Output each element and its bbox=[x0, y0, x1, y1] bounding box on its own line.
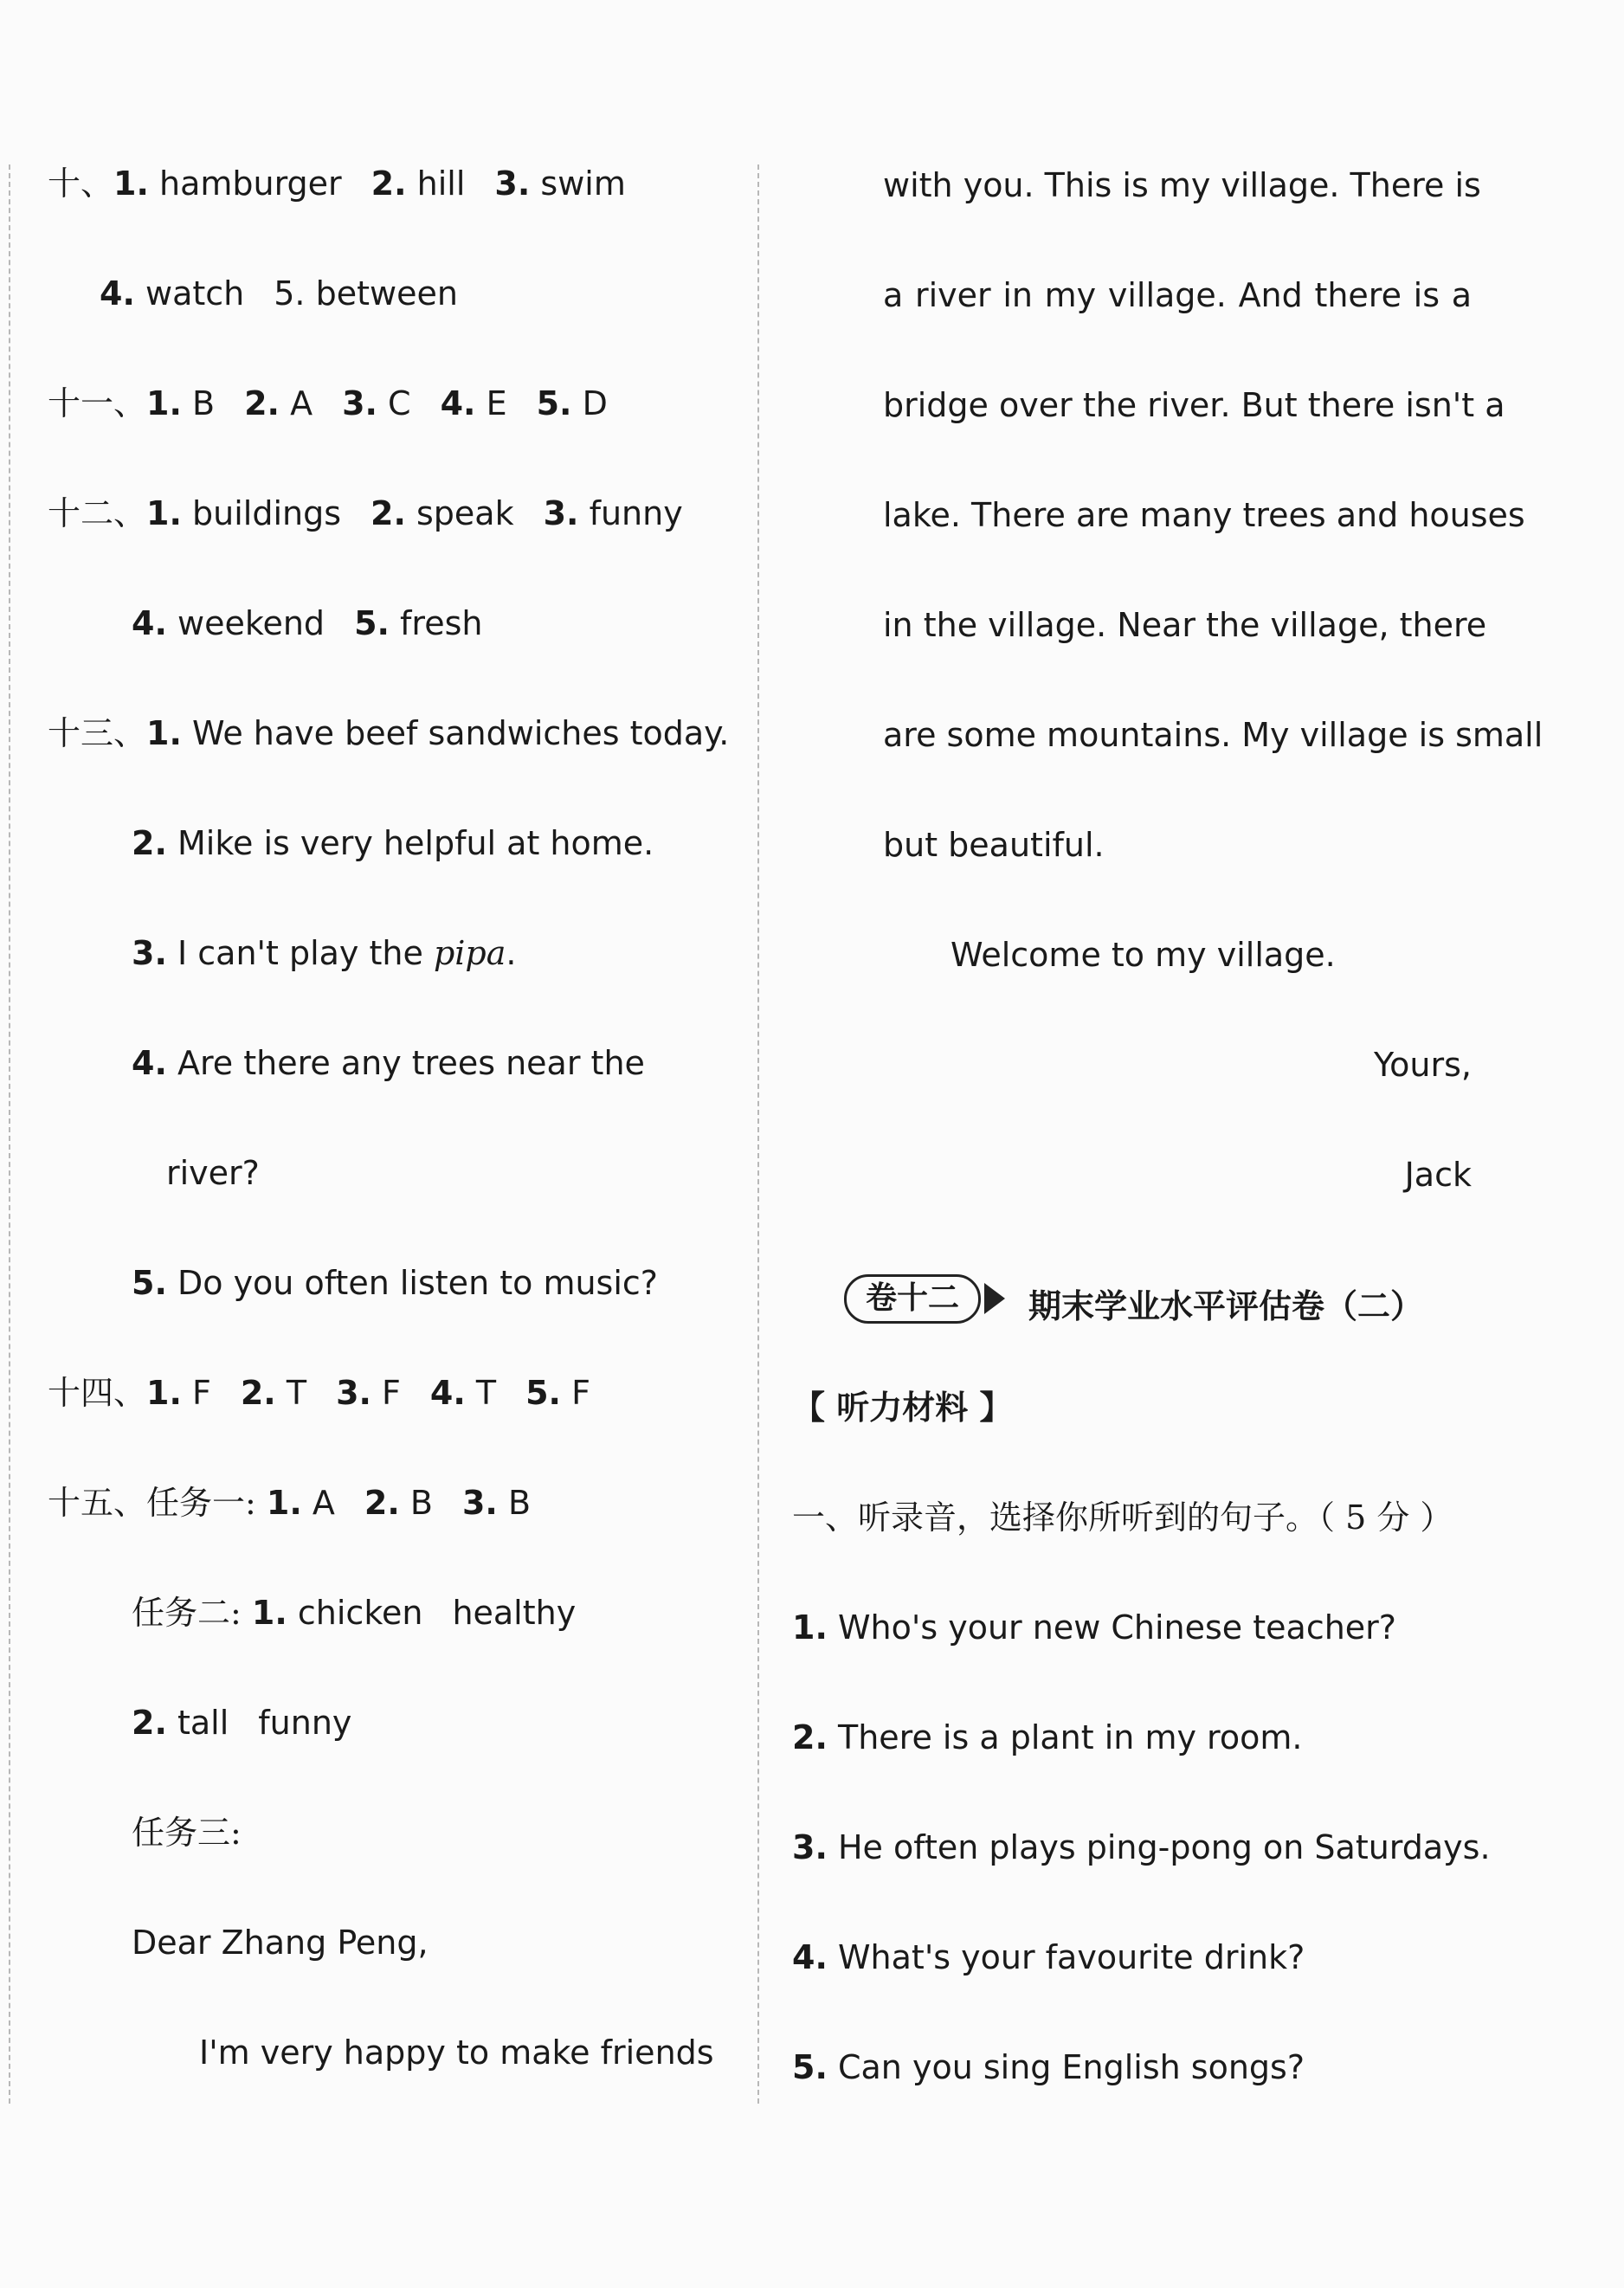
item-number: 4. bbox=[100, 274, 135, 313]
item-number: 2. bbox=[240, 1374, 276, 1412]
item-text: He often plays ping-pong on Saturdays. bbox=[837, 1828, 1491, 1866]
task-label: 任务二: bbox=[132, 1594, 242, 1632]
item-number: 3. bbox=[494, 164, 531, 203]
answer-row-10a bbox=[48, 164, 626, 204]
letter-line-3: bridge over the river. But there isn't a bbox=[883, 386, 1505, 424]
section-label: 十三、 bbox=[48, 714, 147, 752]
answer-text: Do you often listen to music? bbox=[177, 1264, 658, 1302]
answer-text: C bbox=[388, 384, 411, 422]
item-number: 3. bbox=[342, 384, 377, 422]
item-number: 5. bbox=[792, 2048, 828, 2086]
answer-row-13-4b bbox=[166, 1154, 260, 1194]
listening-item-3 bbox=[792, 1828, 1491, 1868]
letter-line-5: in the village. Near the village, there bbox=[883, 606, 1487, 644]
answer-text: chicken bbox=[297, 1594, 423, 1632]
answer-row-13-2 bbox=[132, 824, 654, 864]
item-number: 4. bbox=[440, 384, 476, 422]
answer-row-15-task2b bbox=[132, 1704, 351, 1743]
letter-line-4: lake. There are many trees and houses bbox=[883, 496, 1525, 534]
item-number: 1. bbox=[792, 1608, 828, 1647]
answer-row-12b bbox=[132, 604, 482, 644]
answer-text: F bbox=[382, 1374, 401, 1412]
answer-row-13-1 bbox=[48, 714, 729, 754]
item-number: 3. bbox=[336, 1374, 371, 1412]
answer-text: speak bbox=[416, 494, 514, 532]
answer-text: hill bbox=[416, 164, 466, 203]
item-number: 5. bbox=[525, 1374, 561, 1412]
answer-text: B bbox=[409, 1484, 433, 1522]
item-number: 1. bbox=[146, 1374, 182, 1412]
section-label: 十、 bbox=[48, 164, 114, 203]
answer-text: between bbox=[315, 274, 458, 313]
answer-text: fresh bbox=[400, 604, 483, 642]
item-text: There is a plant in my room. bbox=[837, 1718, 1303, 1756]
section-heading: 【 听力材料 】 bbox=[792, 1389, 1013, 1427]
answer-text: swim bbox=[540, 164, 626, 203]
answer-text: . bbox=[506, 934, 517, 972]
answer-text: hamburger bbox=[159, 164, 342, 203]
answer-text: Are there any trees near the bbox=[177, 1044, 645, 1082]
item-number: 2. bbox=[371, 494, 406, 532]
answer-row-15-task2 bbox=[132, 1594, 576, 1634]
paper-badge-label: 卷十二 bbox=[844, 1274, 981, 1324]
part-instruction: 一、听录音，选择你所听到的句子。（ 5 分 ） bbox=[792, 1498, 1453, 1537]
item-number: 2. bbox=[244, 384, 280, 422]
answer-text: healthy bbox=[452, 1594, 577, 1632]
item-number: 5. bbox=[274, 274, 306, 313]
task-label: 任务一: bbox=[146, 1484, 256, 1522]
answer-text: A bbox=[290, 384, 313, 422]
item-number: 2. bbox=[371, 164, 407, 203]
listening-item-4 bbox=[792, 1938, 1305, 1978]
answer-text: E bbox=[486, 384, 507, 422]
letter-line-7: but beautiful. bbox=[883, 826, 1105, 864]
left-margin-divider bbox=[9, 164, 10, 2104]
section-label: 十二、 bbox=[48, 494, 147, 532]
item-number: 2. bbox=[792, 1718, 828, 1756]
section-label: 十一、 bbox=[48, 384, 147, 422]
answer-text: buildings bbox=[192, 494, 342, 532]
answer-text: We have beef sandwiches today. bbox=[192, 714, 730, 752]
item-number: 2. bbox=[364, 1484, 400, 1522]
arrow-right-icon bbox=[984, 1283, 1005, 1314]
item-number: 3. bbox=[792, 1828, 828, 1866]
item-number: 5. bbox=[132, 1264, 167, 1302]
answer-text: funny bbox=[589, 494, 683, 532]
answer-text: weekend bbox=[177, 604, 325, 642]
item-text: Can you sing English songs? bbox=[837, 2048, 1305, 2086]
item-text: What's your favourite drink? bbox=[837, 1938, 1305, 1976]
answer-text: funny bbox=[258, 1704, 352, 1742]
listening-item-5 bbox=[792, 2048, 1305, 2088]
answer-text: F bbox=[192, 1374, 211, 1412]
letter-welcome: Welcome to my village. bbox=[951, 936, 1336, 974]
item-number: 5. bbox=[536, 384, 572, 422]
item-number: 1. bbox=[146, 714, 182, 752]
item-number: 1. bbox=[266, 1484, 302, 1522]
answer-row-13-4 bbox=[132, 1044, 645, 1084]
item-number: 4. bbox=[132, 604, 167, 642]
item-number: 1. bbox=[251, 1594, 287, 1632]
letter-greeting: Dear Zhang Peng, bbox=[132, 1924, 429, 1962]
answer-text: Mike is very helpful at home. bbox=[177, 824, 654, 862]
item-number: 5. bbox=[354, 604, 390, 642]
item-number: 1. bbox=[146, 494, 182, 532]
answer-text: B bbox=[192, 384, 216, 422]
answer-row-12a bbox=[48, 494, 683, 534]
letter-paragraph-start: I'm very happy to make friends bbox=[199, 2033, 714, 2072]
answer-row-11 bbox=[48, 384, 608, 424]
letter-line-2: a river in my village. And there is a bbox=[883, 276, 1472, 314]
letter-line-1: with you. This is my village. There is bbox=[883, 166, 1481, 204]
letter-closing: Yours, bbox=[1374, 1046, 1472, 1084]
item-number: 2. bbox=[132, 1704, 167, 1742]
section-label: 十五、 bbox=[48, 1484, 147, 1522]
answer-text: watch bbox=[145, 274, 245, 313]
answer-text: F bbox=[571, 1374, 590, 1412]
item-number: 1. bbox=[146, 384, 182, 422]
listening-item-2 bbox=[792, 1718, 1302, 1758]
answer-text: I can't play the bbox=[177, 934, 434, 972]
item-number: 2. bbox=[132, 824, 167, 862]
answer-text: river? bbox=[166, 1154, 260, 1192]
answer-row-10b bbox=[100, 274, 458, 314]
item-number: 4. bbox=[429, 1374, 466, 1412]
item-number: 3. bbox=[461, 1484, 498, 1522]
item-number: 1. bbox=[113, 164, 149, 203]
answer-row-13-5 bbox=[132, 1264, 658, 1304]
answer-text: D bbox=[582, 384, 608, 422]
answer-row-15-task1 bbox=[48, 1484, 531, 1524]
answer-text: T bbox=[286, 1374, 307, 1412]
column-divider bbox=[757, 164, 759, 2104]
paper-title: 期末学业水平评估卷（二） bbox=[1028, 1286, 1424, 1325]
item-number: 4. bbox=[132, 1044, 167, 1082]
letter-line-6: are some mountains. My village is small bbox=[883, 716, 1543, 754]
answer-row-14 bbox=[48, 1374, 590, 1414]
item-text: Who's your new Chinese teacher? bbox=[837, 1608, 1396, 1647]
item-number: 3. bbox=[132, 934, 167, 972]
listening-item-1 bbox=[792, 1608, 1396, 1648]
answer-text: tall bbox=[177, 1704, 229, 1742]
section-label: 十四、 bbox=[48, 1374, 147, 1412]
answer-text: T bbox=[475, 1374, 497, 1412]
item-number: 3. bbox=[543, 494, 579, 532]
letter-signature: Jack bbox=[1404, 1156, 1472, 1194]
task-label-3: 任务三: bbox=[132, 1814, 242, 1852]
answer-row-13-3 bbox=[132, 934, 517, 974]
answer-text: B bbox=[507, 1484, 532, 1522]
answer-text: A bbox=[312, 1484, 335, 1522]
answer-italic-word: pipa bbox=[433, 934, 506, 972]
paper-badge bbox=[844, 1274, 1005, 1324]
item-number: 4. bbox=[792, 1938, 828, 1976]
